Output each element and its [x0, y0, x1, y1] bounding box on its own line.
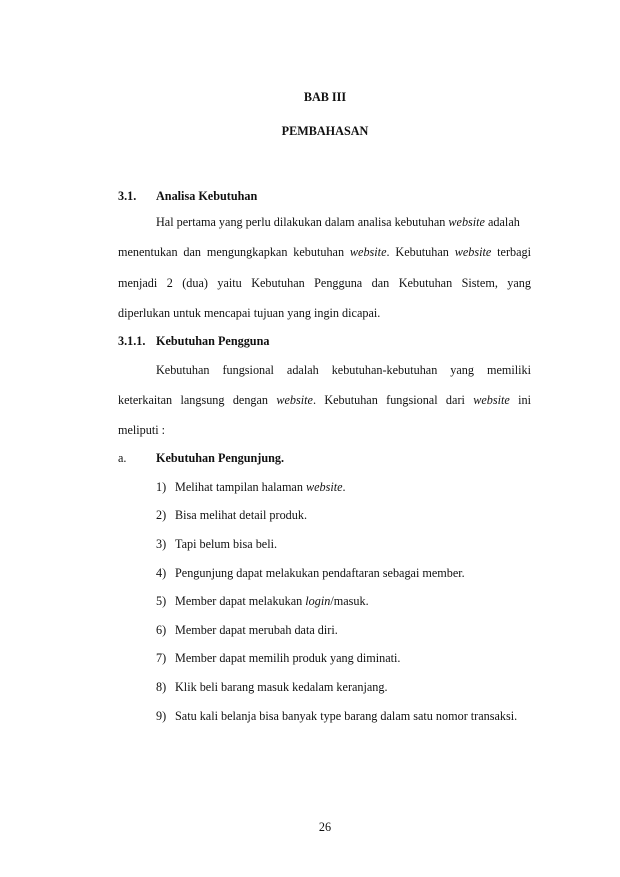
subsection-heading: Kebutuhan Pengguna: [156, 334, 270, 348]
list-item: Member dapat melakukan login/masuk.: [175, 594, 369, 608]
list-item-number: 3): [156, 537, 167, 551]
chapter-title: BAB III: [303, 90, 347, 104]
list-item-number: 4): [156, 566, 167, 580]
list-item-number: 5): [156, 594, 167, 608]
list-item-number: 7): [156, 651, 167, 665]
list-label: a.: [118, 451, 127, 465]
list-item: Pengunjung dapat melakukan pendaftaran sebagai member.: [175, 566, 465, 580]
page-number: 26: [318, 820, 332, 834]
list-item-number: 8): [156, 680, 167, 694]
paragraph-line: Hal pertama yang perlu dilakukan dalam analisa kebutuhan website adalah: [156, 215, 520, 229]
subsection-number: 3.1.1.: [118, 334, 146, 348]
paragraph-line: keterkaitan langsung dengan website. Kebutuhan fungsional dari website ini: [118, 393, 531, 407]
list-item: Member dapat merubah data diri.: [175, 623, 338, 637]
paragraph-line: Kebutuhan fungsional adalah kebutuhan-kebutuhan yang memiliki: [156, 363, 531, 377]
list-item: Klik beli barang masuk kedalam keranjang.: [175, 680, 388, 694]
paragraph-line: meliputi :: [118, 423, 166, 437]
list-item: Tapi belum bisa beli.: [175, 537, 278, 551]
list-item-number: 1): [156, 480, 167, 494]
paragraph-line: menentukan dan mengungkapkan kebutuhan website. Kebutuhan website terbagi: [118, 245, 531, 259]
section-heading: Analisa Kebutuhan: [156, 189, 258, 203]
paragraph-line: diperlukan untuk mencapai tujuan yang ingin dicapai.: [118, 306, 381, 320]
list-item-number: 2): [156, 508, 167, 522]
list-heading: Kebutuhan Pengunjung.: [156, 451, 285, 465]
list-item-number: 9): [156, 709, 167, 723]
section-number: 3.1.: [118, 189, 137, 203]
chapter-subtitle: PEMBAHASAN: [281, 124, 369, 138]
list-item-number: 6): [156, 623, 167, 637]
list-item: Satu kali belanja bisa banyak type barang dalam satu nomor transaksi.: [175, 709, 518, 723]
list-item: Bisa melihat detail produk.: [175, 508, 308, 522]
list-item: Melihat tampilan halaman website.: [175, 480, 346, 494]
paragraph-line: menjadi 2 (dua) yaitu Kebutuhan Pengguna dan Kebutuhan Sistem, yang: [118, 276, 531, 290]
list-item: Member dapat memilih produk yang diminati.: [175, 651, 401, 665]
